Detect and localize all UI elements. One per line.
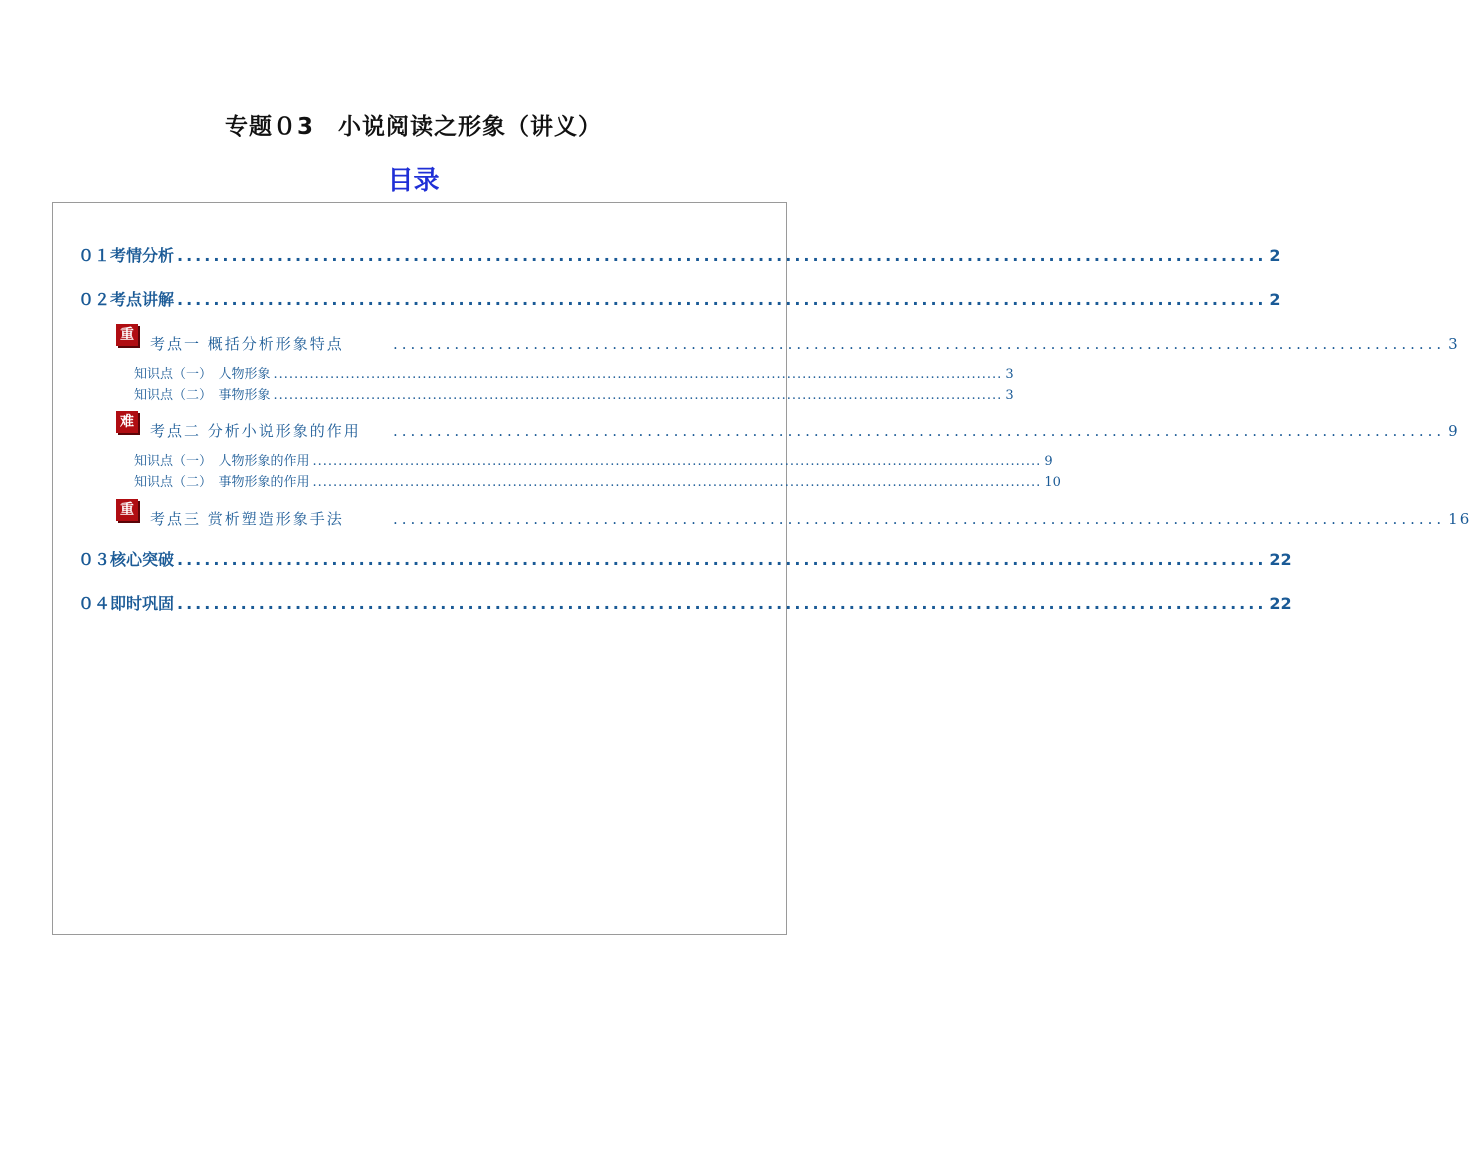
toc-entry-page: 2 xyxy=(1269,290,1281,309)
toc-entry-3[interactable] xyxy=(150,333,1460,354)
toc-leader-dots: ........................................................................................................................ xyxy=(177,550,1267,569)
toc-heading: 目录 xyxy=(387,166,440,196)
toc-entry-page: 16 xyxy=(1448,510,1471,528)
toc-leader-dots: .............................................................................................................................................. xyxy=(273,367,1003,382)
toc-entry-page: 22 xyxy=(1269,594,1292,613)
toc-entry-page: 3 xyxy=(1005,388,1014,403)
toc-entry-page: 3 xyxy=(1448,335,1460,353)
toc-leader-dots: ........................................................................................................................ xyxy=(393,422,1446,440)
document-title: 专题０3 小说阅读之形象（讲义） xyxy=(224,114,602,140)
key-point-badge-icon: 重 xyxy=(116,499,138,521)
toc-entry-11[interactable] xyxy=(78,591,1292,614)
toc-entry-4[interactable] xyxy=(134,363,1014,382)
toc-entry-7[interactable] xyxy=(134,450,1053,469)
toc-entry-10[interactable] xyxy=(78,547,1292,570)
toc-leader-dots: .............................................................................................................................................. xyxy=(312,475,1042,490)
toc-entry-9[interactable] xyxy=(150,508,1471,529)
toc-entry-page: 22 xyxy=(1269,550,1292,569)
toc-entry-label: ０３核心突破 xyxy=(78,550,175,569)
toc-entry-label: 知识点（二） 事物形象的作用 xyxy=(134,475,310,490)
toc-entry-6[interactable] xyxy=(150,420,1460,441)
toc-entry-label: 考点一 概括分析形象特点 xyxy=(150,335,344,353)
key-point-badge-icon: 重 xyxy=(116,324,138,346)
toc-entry-label: 知识点（二） 事物形象 xyxy=(134,388,271,403)
toc-entry-page: 10 xyxy=(1044,475,1061,490)
difficult-point-badge-icon: 难 xyxy=(116,411,138,433)
toc-entry-label: ０１考情分析 xyxy=(78,246,175,265)
toc-entry-2[interactable] xyxy=(78,287,1281,310)
toc-entry-page: 9 xyxy=(1448,422,1460,440)
toc-leader-dots: ........................................................................................................................ xyxy=(177,290,1267,309)
toc-leader-dots: .............................................................................................................................................. xyxy=(273,388,1003,403)
toc-entry-label: ０２考点讲解 xyxy=(78,290,175,309)
toc-leader-dots: ........................................................................................................................ xyxy=(393,335,1446,353)
toc-leader-dots: ........................................................................................................................ xyxy=(177,246,1267,265)
toc-entry-page: 3 xyxy=(1005,367,1014,382)
toc-entry-label: 知识点（一） 人物形象 xyxy=(134,367,271,382)
toc-entry-page: 9 xyxy=(1044,454,1053,469)
toc-entry-page: 2 xyxy=(1269,246,1281,265)
toc-entry-label: 考点三 赏析塑造形象手法 xyxy=(150,510,344,528)
toc-entry-8[interactable] xyxy=(134,471,1061,490)
toc-entry-1[interactable] xyxy=(78,243,1281,266)
toc-entry-5[interactable] xyxy=(134,384,1014,403)
toc-leader-dots: ........................................................................................................................ xyxy=(177,594,1267,613)
toc-leader-dots: ........................................................................................................................ xyxy=(393,510,1446,528)
toc-leader-dots: .............................................................................................................................................. xyxy=(312,454,1042,469)
toc-entry-label: 知识点（一） 人物形象的作用 xyxy=(134,454,310,469)
toc-entry-label: ０４即时巩固 xyxy=(78,594,175,613)
toc-entry-label: 考点二 分析小说形象的作用 xyxy=(150,422,361,440)
